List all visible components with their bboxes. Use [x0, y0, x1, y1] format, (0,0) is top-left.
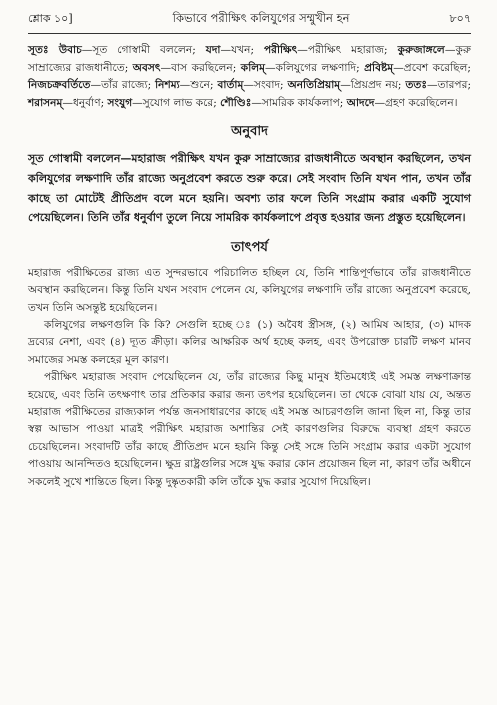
- synonym-word: পরীক্ষিৎ: [263, 44, 298, 56]
- synonym-word: নিশম্য: [155, 79, 180, 92]
- synonym-meaning: —তারপর;: [426, 79, 472, 92]
- synonym-meaning: —কুরু সাম্রাজ্যের রাজধানীতে;: [28, 44, 471, 74]
- running-title: কিভাবে পরীক্ষিৎ কলিযুগের সম্মুখীন হন: [172, 11, 350, 25]
- purport-body: [28, 265, 471, 491]
- synonym-word: শৌণ্ডিঃ: [220, 96, 252, 109]
- synonym-word: শরাসনম্: [28, 96, 63, 109]
- synonym-meaning: —গ্রহণ করেছিলেন।: [374, 96, 458, 109]
- synonym-meaning: —সূত গোস্বামী বললেন;: [81, 44, 206, 56]
- purport-heading: তাৎপর্য: [231, 239, 268, 255]
- synonyms-paragraph: [28, 42, 471, 112]
- synonym-word: ততঃ: [405, 79, 427, 92]
- synonym-meaning: —শুনে;: [179, 79, 218, 92]
- purport-paragraph: মহারাজ পরীক্ষিতের রাজ্য এত সুন্দরভাবে পরিচালিত হচ্ছিল যে, তিনি শান্তিপূর্ণভাবে তাঁর রাজধানীতে অবস্থান করছিলেন। কিন্তু তিনি যখন সংবাদ পেলেন যে, কলিযুগের লক্ষণাদি তাঁর রাজ্যে অনুপ্রবেশ করেছে, তখন তিনি অসন্তুষ্ট হয়েছিলেন।: [28, 266, 471, 314]
- synonym-meaning: —সংবাদ;: [243, 79, 288, 92]
- synonym-word: সংযুগ: [107, 96, 133, 109]
- synonym-word: কুরুজাঙ্গলে: [397, 44, 445, 56]
- synonym-word: অবসৎ: [132, 61, 161, 74]
- synonym-meaning: —পরীক্ষিৎ মহারাজ;: [297, 44, 398, 56]
- purport-paragraph: পরীক্ষিৎ মহারাজ সংবাদ পেয়েছিলেন যে, তাঁর রাজ্যের কিছু মানুষ ইতিমধ্যেই এই সমস্ত লক্ষণাক্রান্ত হয়েছে, এবং তিনি তৎক্ষণাৎ তার প্রতিকার করার জন্য তৎপর হয়েছিলেন। তা থেকে বোঝা যায় যে, অন্তত মহারাজ পরীক্ষিতের রাজ্যকাল পর্যন্ত জনসাধারণের কাছে এই সমস্ত আচরণগুলি জানা ছিল না, কিন্তু তার স্বল্প আভাস পাওয়া মাত্রই পরীক্ষিৎ মহারাজ অশান্তির সেই কারণগুলির বিরুদ্ধে ব্যবস্থা গ্রহণ করতে চেয়েছিলেন। সংবাদটি তাঁর কাছে প্রীতিপ্রদ মনে হয়নি কিন্তু সেই সঙ্গে তিনি সংগ্রাম করার একটা সুযোগ পাওয়ায় আনন্দিতও হয়েছিলেন। ক্ষুদ্র রাষ্ট্রগুলির সঙ্গে যুদ্ধ করার কোন প্রয়োজন ছিল না, কারণ তাঁর অধীনে সকলেই সুখে শান্তিতে ছিল। কিন্তু দুষ্কৃতকারী কলি তাঁকে যুদ্ধ করার সুযোগ দিয়েছিল।: [28, 371, 471, 488]
- synonym-meaning: —প্রবেশ করেছিল;: [393, 61, 472, 74]
- page-number: ৮০৭: [449, 12, 471, 25]
- synonym-meaning: —প্রিয়প্রদ নয়;: [340, 79, 406, 92]
- verse-reference: শ্লোক ১০]: [28, 12, 73, 25]
- translation-heading: অনুবাদ: [231, 124, 268, 140]
- synonym-word: অনতিপ্রিয়াম্: [287, 79, 341, 92]
- synonym-word: প্রবিষ্টম্: [364, 61, 394, 74]
- synonym-meaning: —তাঁর রাজ্যে;: [90, 79, 156, 92]
- synonym-meaning: —সুযোগ লাভ করে;: [132, 96, 221, 109]
- purport-paragraph: কলিযুগের লক্ষণগুলি কি কি? সেগুলি হচ্ছে ঃ (১) অবৈধ স্ত্রীসঙ্গ, (২) আমিষ আহার, (৩) মাদক দ্রব্যের নেশা, এবং (৪) দ্যূত ক্রীড়া। কলির আক্ষরিক অর্থ হচ্ছে কলহ, এবং উপরোক্ত চারটি লক্ষণ মানব সমাজের সমস্ত কলহের মূল কারণ।: [28, 318, 471, 366]
- synonym-meaning: —যখন;: [220, 44, 264, 56]
- page-header: [28, 10, 471, 34]
- synonym-word: বার্তাম্: [217, 79, 244, 92]
- synonym-word: কলিম্: [240, 61, 265, 74]
- synonym-meaning: —সামরিক কার্যকলাপ;: [251, 96, 347, 109]
- synonym-word: সূতঃ উবাচ: [28, 44, 82, 56]
- synonym-word: যদা: [205, 44, 221, 56]
- synonym-word: আদদে: [346, 96, 375, 109]
- synonym-meaning: —ধনুর্বাণ;: [62, 96, 108, 109]
- synonym-meaning: —বাস করছিলেন;: [160, 61, 241, 74]
- translation-text: সূত গোস্বামী বললেন—মহারাজ পরীক্ষিৎ যখন কুরু সাম্রাজ্যের রাজধানীতে অবস্থান করছিলেন, তখন কলিযুগের লক্ষণাদি তাঁর রাজ্যে অনুপ্রবেশ করতে শুরু করে। সেই সংবাদ তিনি যখন পান, তখন তাঁর কাছে তা মোটেই প্রীতিপ্রদ বলে মনে হয়নি। অবশ্য তার ফলে তিনি সংগ্রাম করার একটি সুযোগ পেয়েছিলেন। তিনি তাঁর ধনুর্বাণ তুলে নিয়ে সামরিক কার্যকলাপে প্রবৃত্ত হওয়ার জন্য প্রস্তুত হয়েছিলেন।: [28, 152, 471, 225]
- synonym-word: নিজচক্রবর্তিতে: [28, 79, 91, 92]
- synonym-meaning: —কলিযুগের লক্ষণাদি;: [265, 61, 365, 74]
